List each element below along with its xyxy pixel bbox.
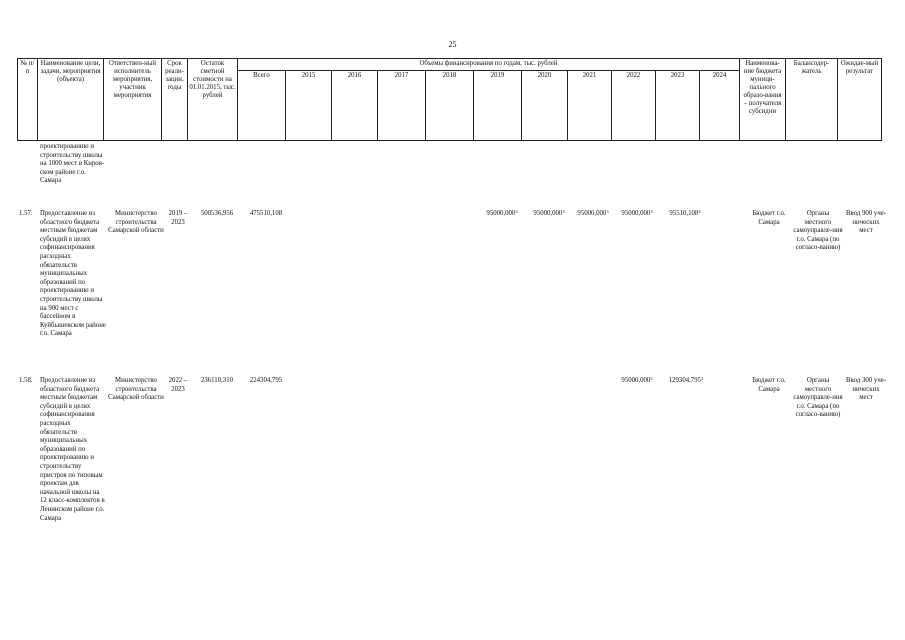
row-result: Ввод 300 уче-нических мест bbox=[845, 377, 887, 402]
header-name: Наименование цели, задачи, мероприятия (объекта) bbox=[38, 59, 104, 141]
row-term: 2022 – 2023 bbox=[168, 377, 188, 393]
row-holder: Органы местного самоуправле-ния г.о. Самара (по согласо-ванию) bbox=[793, 210, 843, 252]
header-year-2020: 2020 bbox=[522, 71, 568, 141]
row-name: Предоставление из областного бюджета местным бюджетам субсидий в целях софинансирования расходных обязательств муниципальных образований по проектированию и строительству школы на 900 мест с бассейном в Куйбышевском районе г.о. Самара bbox=[40, 210, 106, 338]
header-financing: Объемы финансирования по годам, тыс. рублей bbox=[238, 59, 740, 71]
header-num: № п/п bbox=[18, 59, 38, 141]
page-number: 25 bbox=[448, 40, 457, 49]
header-year-2022: 2022 bbox=[612, 71, 656, 141]
row-name: Предоставление из областного бюджета местным бюджетам субсидий в целях софинансирования расходных обязательств муниципальных образований по проектированию и строительству пристроя по типовым проектам для начальной школы на 12 класс-комплектов в Ленинском районе г.о. Самара bbox=[40, 377, 105, 522]
row-remainder: 500536,956 bbox=[200, 210, 234, 217]
header-executor: Ответствен-ный исполнитель мероприятия, участник мероприятия bbox=[104, 59, 162, 141]
header-term: Срок реали-зации, годы bbox=[162, 59, 188, 141]
row-term: 2019 – 2023 bbox=[168, 210, 188, 226]
row-remainder: 236110,310 bbox=[200, 377, 234, 384]
header-year-2024: 2024 bbox=[700, 71, 740, 141]
row-value-2023: 129304,795$^3$ bbox=[668, 376, 704, 384]
row-num: 1.57. bbox=[19, 210, 33, 217]
row-num: 1.58. bbox=[19, 377, 33, 384]
row-value-2021: 95000,000$^3$ bbox=[577, 209, 609, 217]
header-year-2019: 2019 bbox=[474, 71, 522, 141]
row-value-2023: 95510,108$^4$ bbox=[669, 209, 701, 217]
row-executor: Министерство строительства Самарской области bbox=[108, 377, 164, 402]
row-value-2020: 95000,000$^3$ bbox=[533, 209, 565, 217]
row-value-2019: 95000,000$^3$ bbox=[486, 209, 518, 217]
header-year-2016: 2016 bbox=[332, 71, 378, 141]
continuation-name: проектированию и строительству школы на 1000 мест в Киров-ском районе г.о. Самара bbox=[40, 143, 105, 185]
row-total: 224304,795 bbox=[249, 377, 283, 384]
table-header bbox=[17, 58, 882, 141]
row-budget: Бюджет г.о. Самара bbox=[752, 377, 786, 393]
header-year-2021: 2021 bbox=[568, 71, 612, 141]
row-budget: Бюджет г.о. Самара bbox=[752, 210, 786, 226]
header-year-2015: 2015 bbox=[286, 71, 332, 141]
header-year-2023: 2023 bbox=[656, 71, 700, 141]
header-total: Всего bbox=[238, 71, 286, 141]
row-result: Ввод 900 уче-нических мест bbox=[845, 210, 887, 235]
header-budget-name: Наименова-ние бюджета муници-пального образо-вания – получателя субсидии bbox=[740, 59, 786, 141]
header-holder: Балансодер-жатель bbox=[786, 59, 838, 141]
row-total: 475510,108 bbox=[249, 210, 283, 217]
row-value-2022: 95000,000$^3$ bbox=[621, 376, 653, 384]
header-year-2017: 2017 bbox=[378, 71, 426, 141]
header-result: Ожидае-мый результат bbox=[838, 59, 882, 141]
header-remainder: Остаток сметной стоимости на 01.01.2015, тыс. рублей bbox=[188, 59, 238, 141]
header-year-2018: 2018 bbox=[426, 71, 474, 141]
row-executor: Министерство строительства Самарской области bbox=[108, 210, 164, 235]
row-value-2022: 95000,000$^3$ bbox=[621, 209, 653, 217]
row-holder: Органы местного самоуправле-ния г.о. Самара (по согласо-ванию) bbox=[793, 377, 843, 419]
